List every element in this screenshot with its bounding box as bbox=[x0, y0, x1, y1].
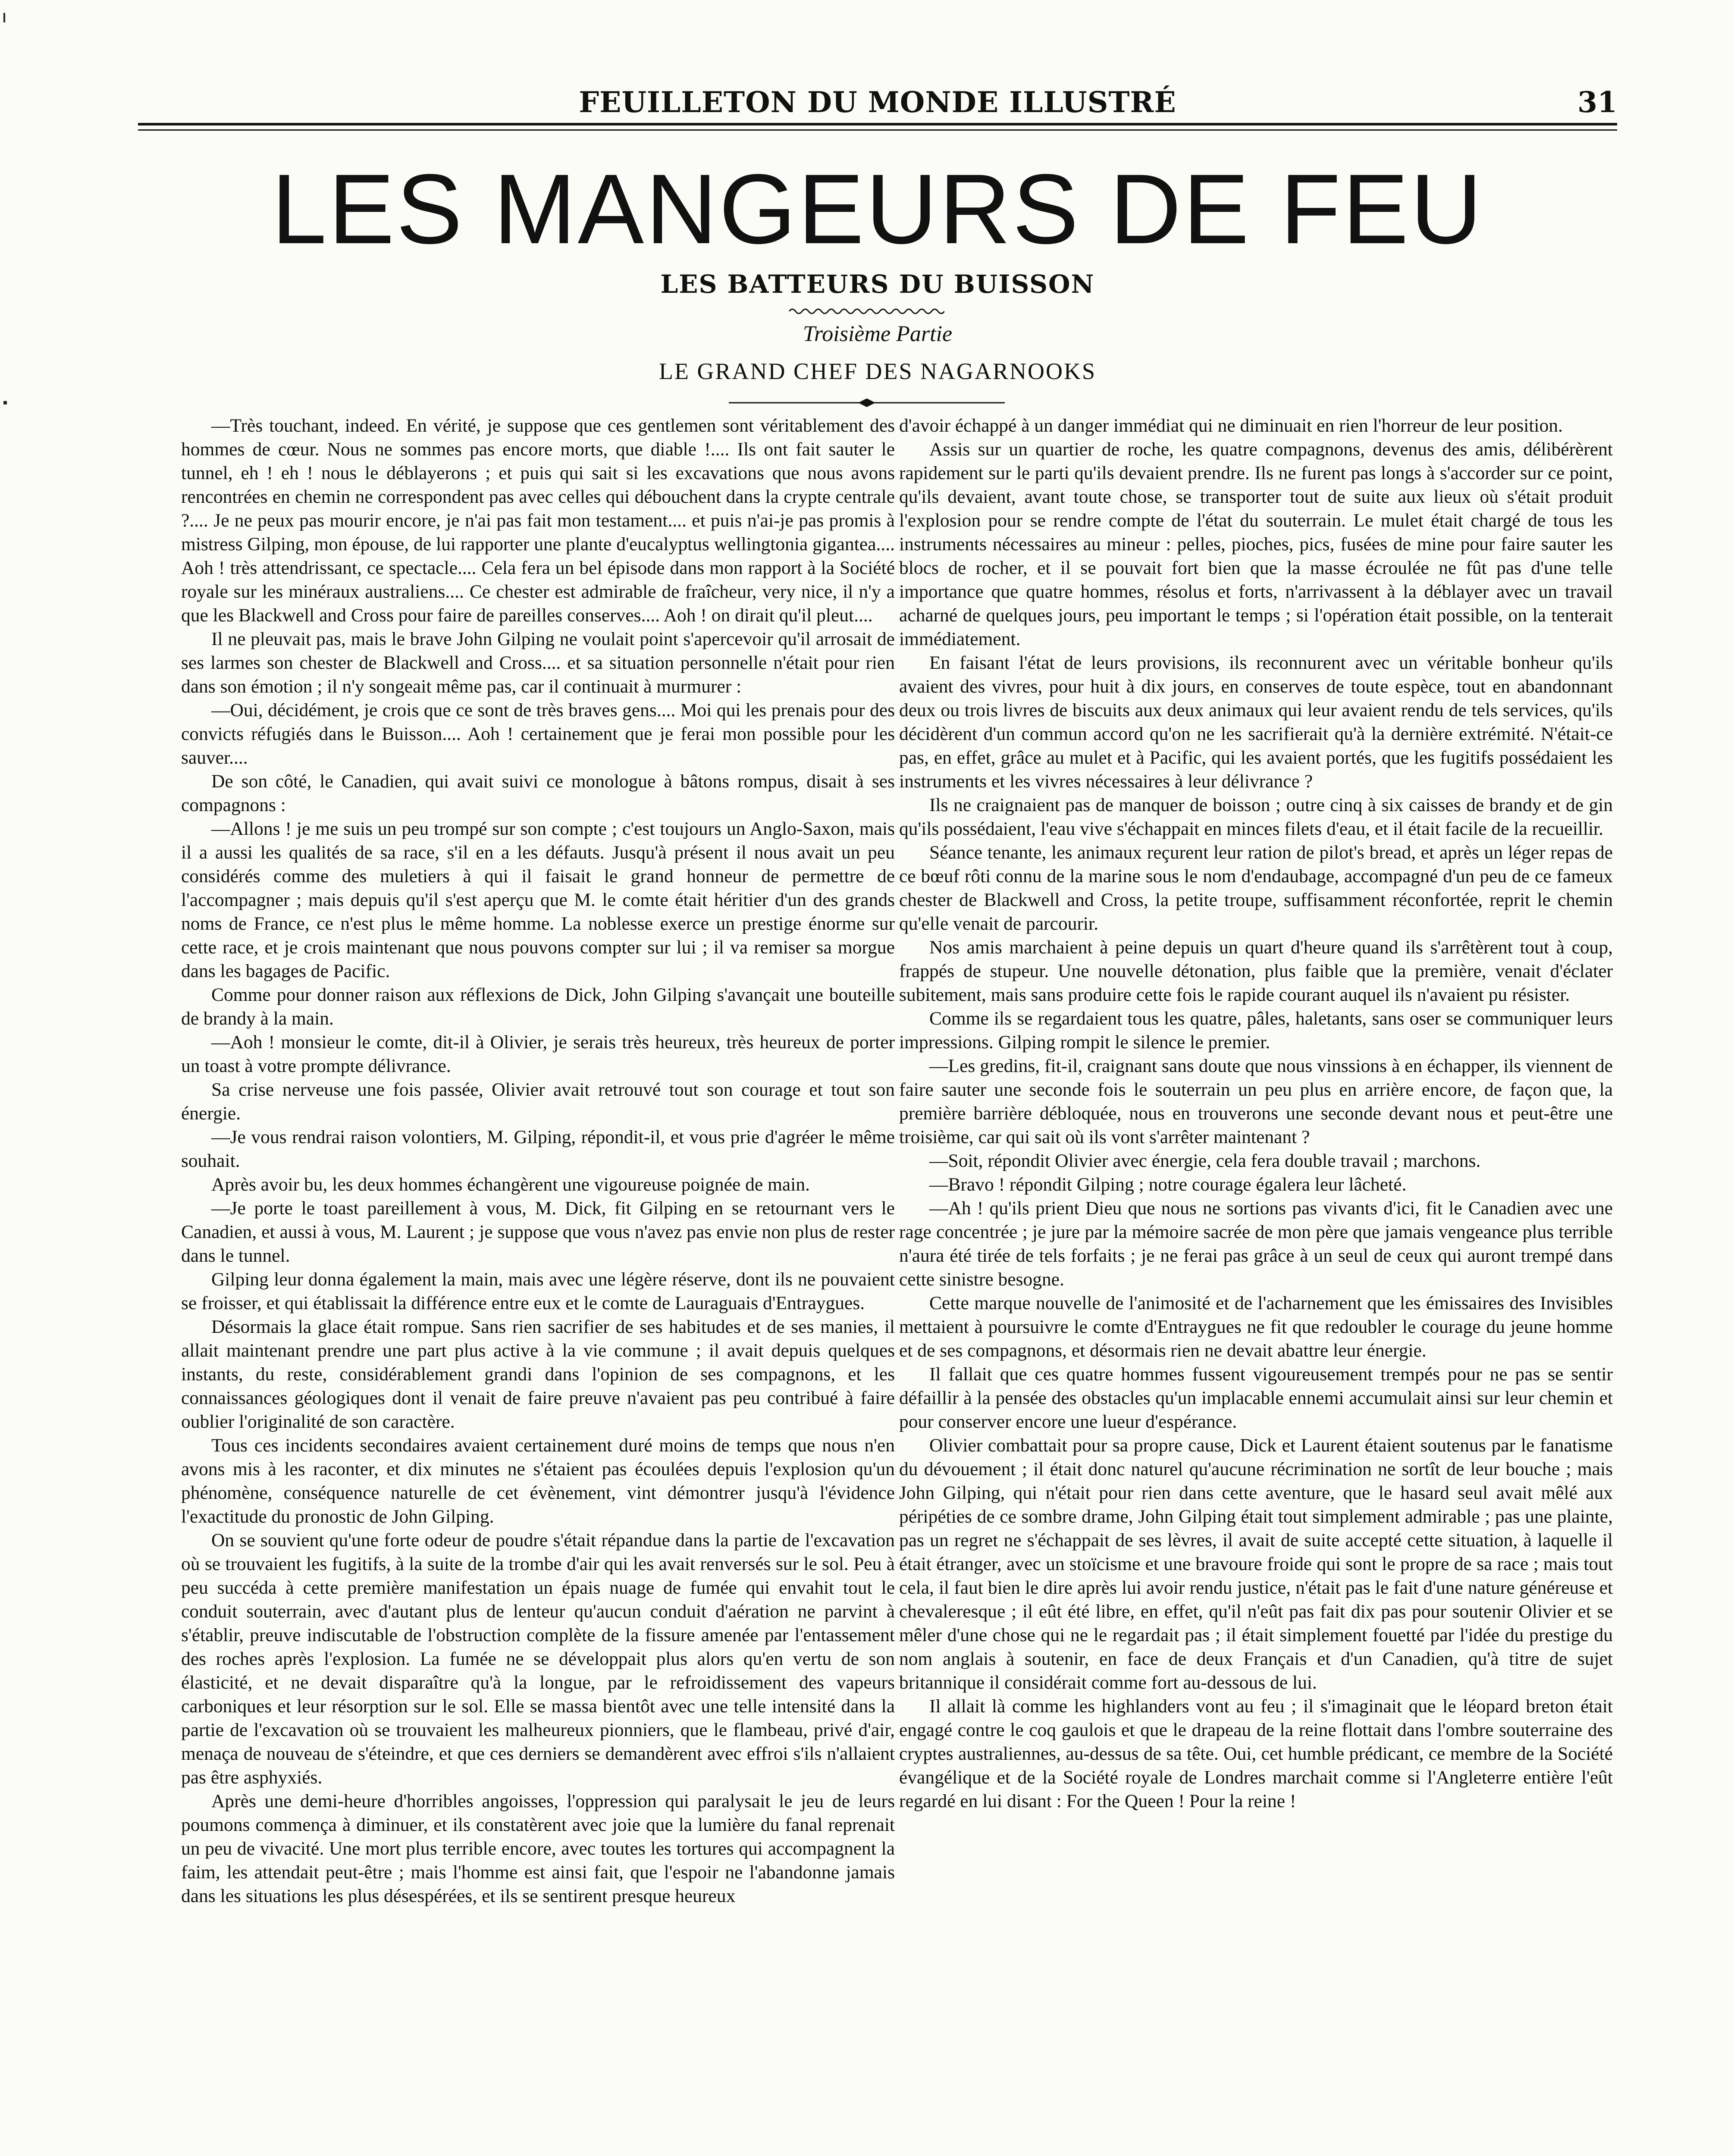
paragraph: —Bravo ! répondit Gilping ; notre courage égalera leur lâcheté. bbox=[929, 1174, 1407, 1195]
header-rule-top bbox=[138, 123, 1617, 125]
paragraph: Ils ne craignaient pas de manquer de boisson ; outre cinq à six caisses de brandy et de gin qu'ils possédaient, l'eau vive s'échappait en minces filets d'eau, et il était facile de la recueillir. bbox=[899, 795, 1613, 839]
running-title: FEUILLETON DU MONDE ILLUSTRÉ bbox=[579, 85, 1176, 119]
paragraph: Désormais la glace était rompue. Sans rien sacrifier de ses habitudes et de ses manies, il allait maintenant prendre une part plus active à la vie commune ; il avait depuis quelques instants, du reste, considérablement grandi dans l'opinion de ses compagnons, et les connaissances géologiques dont il venait de faire preuve n'avaient pas peu contribué à faire oublier l'originalité de son caractère. bbox=[181, 1316, 895, 1432]
header-rule-bottom bbox=[138, 129, 1617, 131]
paragraph: Comme ils se regardaient tous les quatre, pâles, haletants, sans oser se communiquer leurs impressions. Gilping rompit le silence le premier. bbox=[899, 1008, 1613, 1053]
paragraph: —Oui, décidément, je crois que ce sont de très braves gens.... Moi qui les prenais pour des convicts réfugiés dans le Buisson.... Aoh ! certainement que je ferai mon possible pour les sauver.... bbox=[181, 700, 895, 768]
paragraph: Cette marque nouvelle de l'animosité et de l'acharnement que les émissaires des Invisibles mettaient à poursuivre le comte d'Entraygues ne fit que redoubler le courage du jeune homme et de ses compagnons, et désormais rien ne devait abattre leur énergie. bbox=[899, 1293, 1613, 1361]
margin-mark bbox=[3, 13, 5, 22]
paragraph: Après une demi-heure d'horribles angoisses, l'oppression qui paralysait le jeu de leurs poumons commença à diminuer, et ils constatèrent avec joie que la lumière du fanal reprenait un peu de vivacité. Une mort plus terrible encore, avec toutes les tortures qui accompagnent la faim, les attendait peut-être ; mais l'homme est ainsi fait, que l'espoir ne l'abandonne jamais dans les situations les plus désespérées, et ils se sentirent presque heureux bbox=[181, 1791, 895, 1906]
paragraph: —Les gredins, fit-il, craignant sans doute que nous vinssions à en échapper, ils viennent de faire sauter une seconde fois le souterrain un peu plus en arrière encore, de façon que, la première barrière débloquée, nous en trouverons une seconde devant nous et peut-être une troisième, car qui sait où ils vont s'arrêter maintenant ? bbox=[899, 1056, 1613, 1147]
diamond-rule-ornament bbox=[729, 398, 1005, 408]
paragraph: —Soit, répondit Olivier avec énergie, cela fera double travail ; marchons. bbox=[929, 1150, 1481, 1171]
paragraph: —Ah ! qu'ils prient Dieu que nous ne sortions pas vivants d'ici, fit le Canadien avec une rage concentrée ; je jure par la mémoire sacrée de mon père que jamais vengeance plus terrible n'aura été tirée de tels forfaits ; je ne ferai pas grâce à un seul de ceux qui auront trempé dans cette sinistre besogne. bbox=[899, 1198, 1613, 1290]
margin-mark bbox=[3, 401, 7, 404]
paragraph: —Je vous rendrai raison volontiers, M. Gilping, répondit-il, et vous prie d'agréer le même souhait. bbox=[181, 1127, 895, 1171]
paragraph: Il allait là comme les highlanders vont au feu ; il s'imaginait que le léopard breton était engagé contre le coq gaulois et que le drapeau de la reine flottait dans l'ombre souterraine des cryptes australiennes, au-dessus de sa tête. Oui, cet humble prédicant, ce membre de la Société évangélique et de la Société royale de Londres marchait comme si l'Angleterre entière l'eût regardé en lui disant : For the Queen ! Pour la reine ! bbox=[899, 1696, 1613, 1811]
paragraph: —Aoh ! monsieur le comte, dit-il à Olivier, je serais très heureux, très heureux de porter un toast à votre prompte délivrance. bbox=[181, 1032, 895, 1076]
paragraph: d'avoir échappé à un danger immédiat qui ne diminuait en rien l'horreur de leur position. bbox=[899, 415, 1563, 436]
paragraph: Séance tenante, les animaux reçurent leur ration de pilot's bread, et après un léger repas de ce bœuf rôti connu de la marine sous le nom d'endaubage, accompagné d'un peu de ce fameux chester de Blackwell and Cross, la petite troupe, suffisamment réconfortée, reprit le chemin qu'elle venait de parcourir. bbox=[899, 842, 1613, 934]
paragraph: Tous ces incidents secondaires avaient certainement duré moins de temps que nous n'en avons mis à les raconter, et dix minutes ne s'étaient pas écoulées depuis l'explosion qu'un phénomène, conséquence naturelle de cet évènement, vint démontrer jusqu'à l'évidence l'exactitude du pronostic de John Gilping. bbox=[181, 1435, 895, 1527]
subtitle: LES BATTEURS DU BUISSON bbox=[660, 270, 1095, 299]
paragraph: Il fallait que ces quatre hommes fussent vigoureusement trempés pour ne pas se sentir défaillir à la pensée des obstacles qu'un implacable ennemi accumulait ainsi sur leur chemin et pour conserver encore une lueur d'espérance. bbox=[899, 1364, 1613, 1432]
paragraph: Nos amis marchaient à peine depuis un quart d'heure quand ils s'arrêtèrent tout à coup, frappés de stupeur. Une nouvelle détonation, plus faible que la première, venait d'éclater subitement, mais sans produire cette fois le rapide courant auquel ils n'avaient pu résister. bbox=[899, 937, 1613, 1005]
paragraph: Assis sur un quartier de roche, les quatre compagnons, devenus des amis, délibérèrent rapidement sur le parti qu'ils devaient prendre. Ils ne furent pas longs à s'accorder sur ce point, qu'ils devaient, avant toute chose, se transporter tout de suite aux lieux où s'était produit l'explosion pour se rendre compte de l'état du souterrain. Le mulet était chargé de tous les instruments nécessaires au mineur : pelles, pioches, pics, fusées de mine pour faire sauter les blocs de rocher, et il se pouvait fort bien que la masse écroulée ne fût pas d'une telle importance que quatre hommes, résolus et forts, n'arrivassent à la déblayer avec un travail acharné de quelques jours, peu important le temps ; si l'opération était possible, on la tenterait immédiatement. bbox=[899, 439, 1613, 649]
right-column bbox=[899, 414, 1613, 2156]
paragraph: Après avoir bu, les deux hommes échangèrent une vigoureuse poignée de main. bbox=[211, 1174, 810, 1195]
part-label: Troisième Partie bbox=[803, 322, 953, 346]
paragraph: On se souvient qu'une forte odeur de poudre s'était répandue dans la partie de l'excavation où se trouvaient les fugitifs, à la suite de la trombe d'air qui les avait renversés sur le sol. Peu à peu succéda à cette première manifestation un épais nuage de fumée qui envahit tout le conduit souterrain, avec d'autant plus de lenteur qu'aucun conduit d'aération ne parvint à s'établir, preuve indiscutable de l'obstruction complète de la fissure amenée par l'entassement des roches après l'explosion. La fumée ne se développait plus alors qu'en vertu de son élasticité, et ne devait disparaître qu'à la longue, par le refroidissement des vapeurs carboniques et leur résorption sur le sol. Elle se massa bientôt avec une telle intensité dans la partie de l'excavation où se trouvaient les malheureux pionniers, que le flambeau, privé d'air, menaça de nouveau de s'éteindre, et que ces derniers se demandèrent avec effroi s'ils n'allaient pas être asphyxiés. bbox=[181, 1530, 895, 1788]
paragraph: Sa crise nerveuse une fois passée, Olivier avait retrouvé tout son courage et tout son énergie. bbox=[181, 1079, 895, 1124]
paragraph: Comme pour donner raison aux réflexions de Dick, John Gilping s'avançait une bouteille de brandy à la main. bbox=[181, 984, 895, 1029]
main-title: LES MANGEURS DE FEU bbox=[271, 154, 1484, 264]
paragraph: —Très touchant, indeed. En vérité, je suppose que ces gentlemen sont véritablement des hommes de cœur. Nous ne sommes pas encore morts, que diable !.... Ils ont fait sauter le tunnel, eh ! eh ! nous le déblayerons ; et puis qui sait si les excavations que nous avons rencontrées en chemin ne correspondent pas avec celles qui débouchent dans la crypte centrale ?.... Je ne peux pas mourir encore, je n'ai pas fait mon testament.... et puis n'ai-je pas promis à mistress Gilping, mon épouse, de lui rapporter une plante d'eucalyptus wellingtonia gigantea.... Aoh ! très attendrissant, ce spectacle.... Cela fera un bel épisode dans mon rapport à la Société royale sur les minéraux australiens.... Ce chester est admirable de fraîcheur, very nice, il n'y a que les Blackwell and Cross pour faire de pareilles conserves.... Aoh ! on dirait qu'il pleut.... bbox=[181, 415, 895, 626]
paragraph: Gilping leur donna également la main, mais avec une légère réserve, dont ils ne pouvaient se froisser, et qui établissait la différence entre eux et le comte de Lauraguais d'Entraygues. bbox=[181, 1269, 895, 1313]
paragraph: —Allons ! je me suis un peu trompé sur son compte ; c'est toujours un Anglo-Saxon, mais il a aussi les qualités de sa race, s'il en a les défauts. Jusqu'à présent il nous avait un peu considérés comme des muletiers à qui il faisait le grand honneur de permettre de l'accompagner ; mais depuis qu'il s'est aperçu que M. le comte était héritier d'un des grands noms de France, ce n'est plus le même homme. La noblesse exerce un prestige énorme sur cette race, et je crois maintenant que nous pouvons compter sur lui ; il va remiser sa morgue dans les bagages de Pacific. bbox=[181, 818, 895, 981]
running-head bbox=[138, 85, 1617, 124]
chapter-title: LE GRAND CHEF DES NAGARNOOKS bbox=[658, 358, 1097, 384]
paragraph: En faisant l'état de leurs provisions, ils reconnurent avec un véritable bonheur qu'ils avaient des vivres, pour huit à dix jours, en conserves de toute espèce, tout en abandonnant deux ou trois livres de biscuits aux deux animaux qui leur avaient rendu de tels services, qu'ils décidèrent d'un commun accord qu'on ne les sacrifierait qu'à la dernière extrémité. N'était-ce pas, en effet, grâce au mulet et à Pacific, qui les avaient portés, que les fugitifs possédaient les instruments et les vivres nécessaires à leur délivrance ? bbox=[899, 652, 1613, 792]
left-column bbox=[181, 414, 895, 2156]
squiggle-ornament bbox=[789, 307, 944, 316]
paragraph: Olivier combattait pour sa propre cause, Dick et Laurent étaient soutenus par le fanatisme du dévouement ; il était donc naturel qu'aucune récrimination ne sortît de leur bouche ; mais John Gilping, qui n'était pour rien dans cette aventure, que le hasard seul avait mêlé aux péripéties de ce sombre drame, John Gilping était tout simplement admirable ; pas une plainte, pas un regret ne s'échappait de ses lèvres, il avait de suite accepté cette situation, à laquelle il était étranger, avec un stoïcisme et une bravoure froide qui sont le propre de sa race ; mais tout cela, il faut bien le dire après lui avoir rendu justice, n'était pas le fait d'une nature généreuse et chevaleresque ; il eût été libre, en effet, qu'il n'eût pas fait dix pas pour soutenir Olivier et se mêler d'une chose qui ne le regardait pas ; il était simplement fouetté par l'idée du prestige du nom anglais à soutenir, en face de deux Français et d'un Canadien, qu'à titre de sujet britannique il considérait comme fort au-dessous de lui. bbox=[899, 1435, 1613, 1693]
paragraph: —Je porte le toast pareillement à vous, M. Dick, fit Gilping en se retournant vers le Canadien, et aussi à vous, M. Laurent ; je suppose que vous n'avez pas envie non plus de rester dans le tunnel. bbox=[181, 1198, 895, 1266]
page-number: 31 bbox=[1577, 85, 1617, 119]
paragraph: De son côté, le Canadien, qui avait suivi ce monologue à bâtons rompus, disait à ses compagnons : bbox=[181, 771, 895, 815]
paragraph: Il ne pleuvait pas, mais le brave John Gilping ne voulait point s'apercevoir qu'il arrosait de ses larmes son chester de Blackwell and Cross.... et sa situation personnelle n'était pour rien dans son émotion ; il n'y songeait même pas, car il continuait à murmurer : bbox=[181, 629, 895, 697]
